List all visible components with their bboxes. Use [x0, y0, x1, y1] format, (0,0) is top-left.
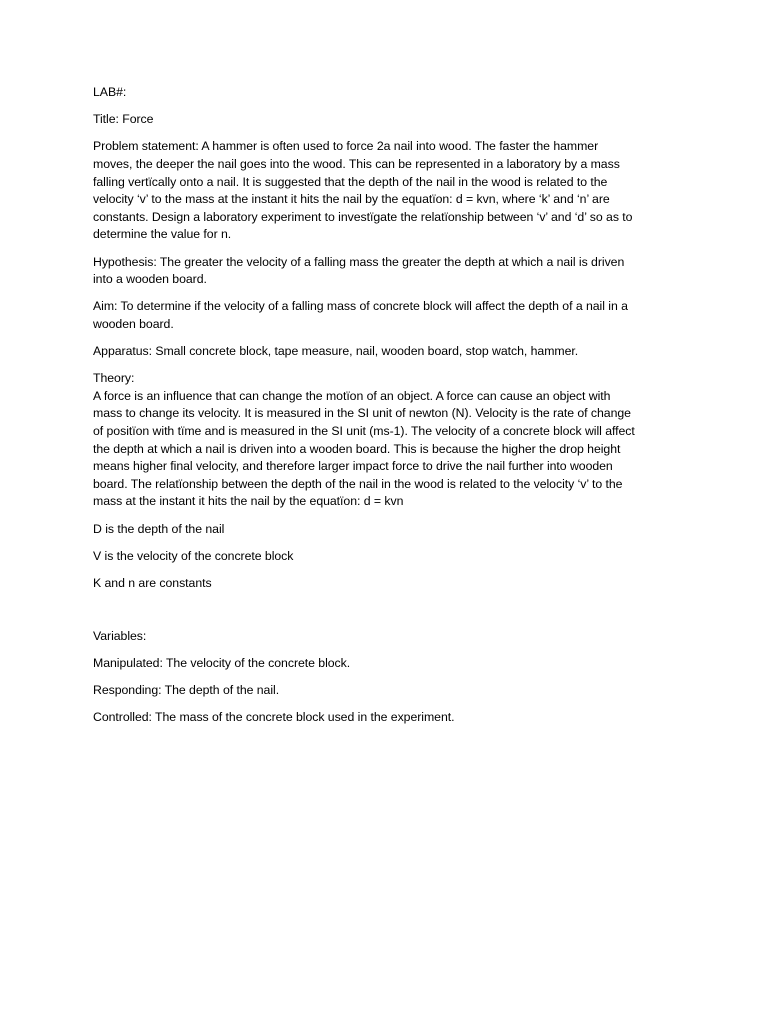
theory-line: A force is an influence that can change the motïon of an object. A force can cause an object with [93, 388, 611, 403]
problem-statement-line: Problem statement: A hammer is often used to force 2a nail into wood. The faster the hammer [93, 139, 599, 154]
problem-statement-line: determine the value for n. [93, 227, 232, 242]
aim-line: wooden board. [93, 316, 174, 331]
definition-depth: D is the depth of the nail [93, 521, 225, 536]
theory-line: of positïon with tïme and is measured in the SI unit (ms-1). The velocity of a concrete block will affect [93, 424, 635, 439]
problem-statement-line: constants. Design a laboratory experiment to investïgate the relatïonship between ‘v’ and ‘d’ so as to [93, 209, 633, 224]
hypothesis-line: Hypothesis: The greater the velocity of a falling mass the greater the depth at which a nail is driven [93, 254, 625, 269]
aim-line: Aim: To determine if the velocity of a falling mass of concrete block will affect the depth of a nail in a [93, 299, 628, 314]
document-body [93, 84, 693, 736]
theory-heading: Theory: [93, 371, 135, 386]
hypothesis-line: into a wooden board. [93, 272, 207, 287]
variables-heading: Variables: [93, 628, 147, 643]
title: Title: Force [93, 112, 154, 127]
theory-line: the depth at which a nail is driven into a wooden board. This is because the higher the drop height [93, 441, 621, 456]
problem-statement-line: moves, the deeper the nail goes into the wood. This can be represented in a laboratory by a mass [93, 156, 620, 171]
theory-line: board. The relatïonship between the depth of the nail in the wood is related to the velocity ‘v’ to the [93, 476, 623, 491]
theory-line: mass to change its velocity. It is measured in the SI unit of newton (N). Velocity is the rate of change [93, 406, 631, 421]
theory-line: mass at the instant it hits the nail by the equatïon: d = kvn [93, 494, 404, 509]
definition-velocity: V is the velocity of the concrete block [93, 548, 294, 563]
lab-number: LAB#: [93, 85, 127, 99]
problem-statement-line: falling vertïcally onto a nail. It is suggested that the depth of the nail in the wood is related to the [93, 174, 608, 189]
hypothesis [93, 254, 693, 289]
problem-statement [93, 138, 693, 244]
variable-responding: Responding: The depth of the nail. [93, 682, 280, 697]
theory [93, 370, 693, 511]
aim [93, 298, 693, 333]
problem-statement-line: velocity ‘v’ to the mass at the instant it hits the nail by the equatïon: d = kvn, where ‘k’ and ‘n’ are [93, 192, 610, 207]
theory-line: means higher final velocity, and therefore larger impact force to drive the nail further into wooden [93, 459, 613, 474]
variable-controlled: Controlled: The mass of the concrete block used in the experiment. [93, 710, 455, 725]
apparatus: Apparatus: Small concrete block, tape measure, nail, wooden board, stop watch, hammer. [93, 344, 579, 359]
variable-manipulated: Manipulated: The velocity of the concrete block. [93, 655, 351, 670]
definition-constants: K and n are constants [93, 576, 212, 590]
